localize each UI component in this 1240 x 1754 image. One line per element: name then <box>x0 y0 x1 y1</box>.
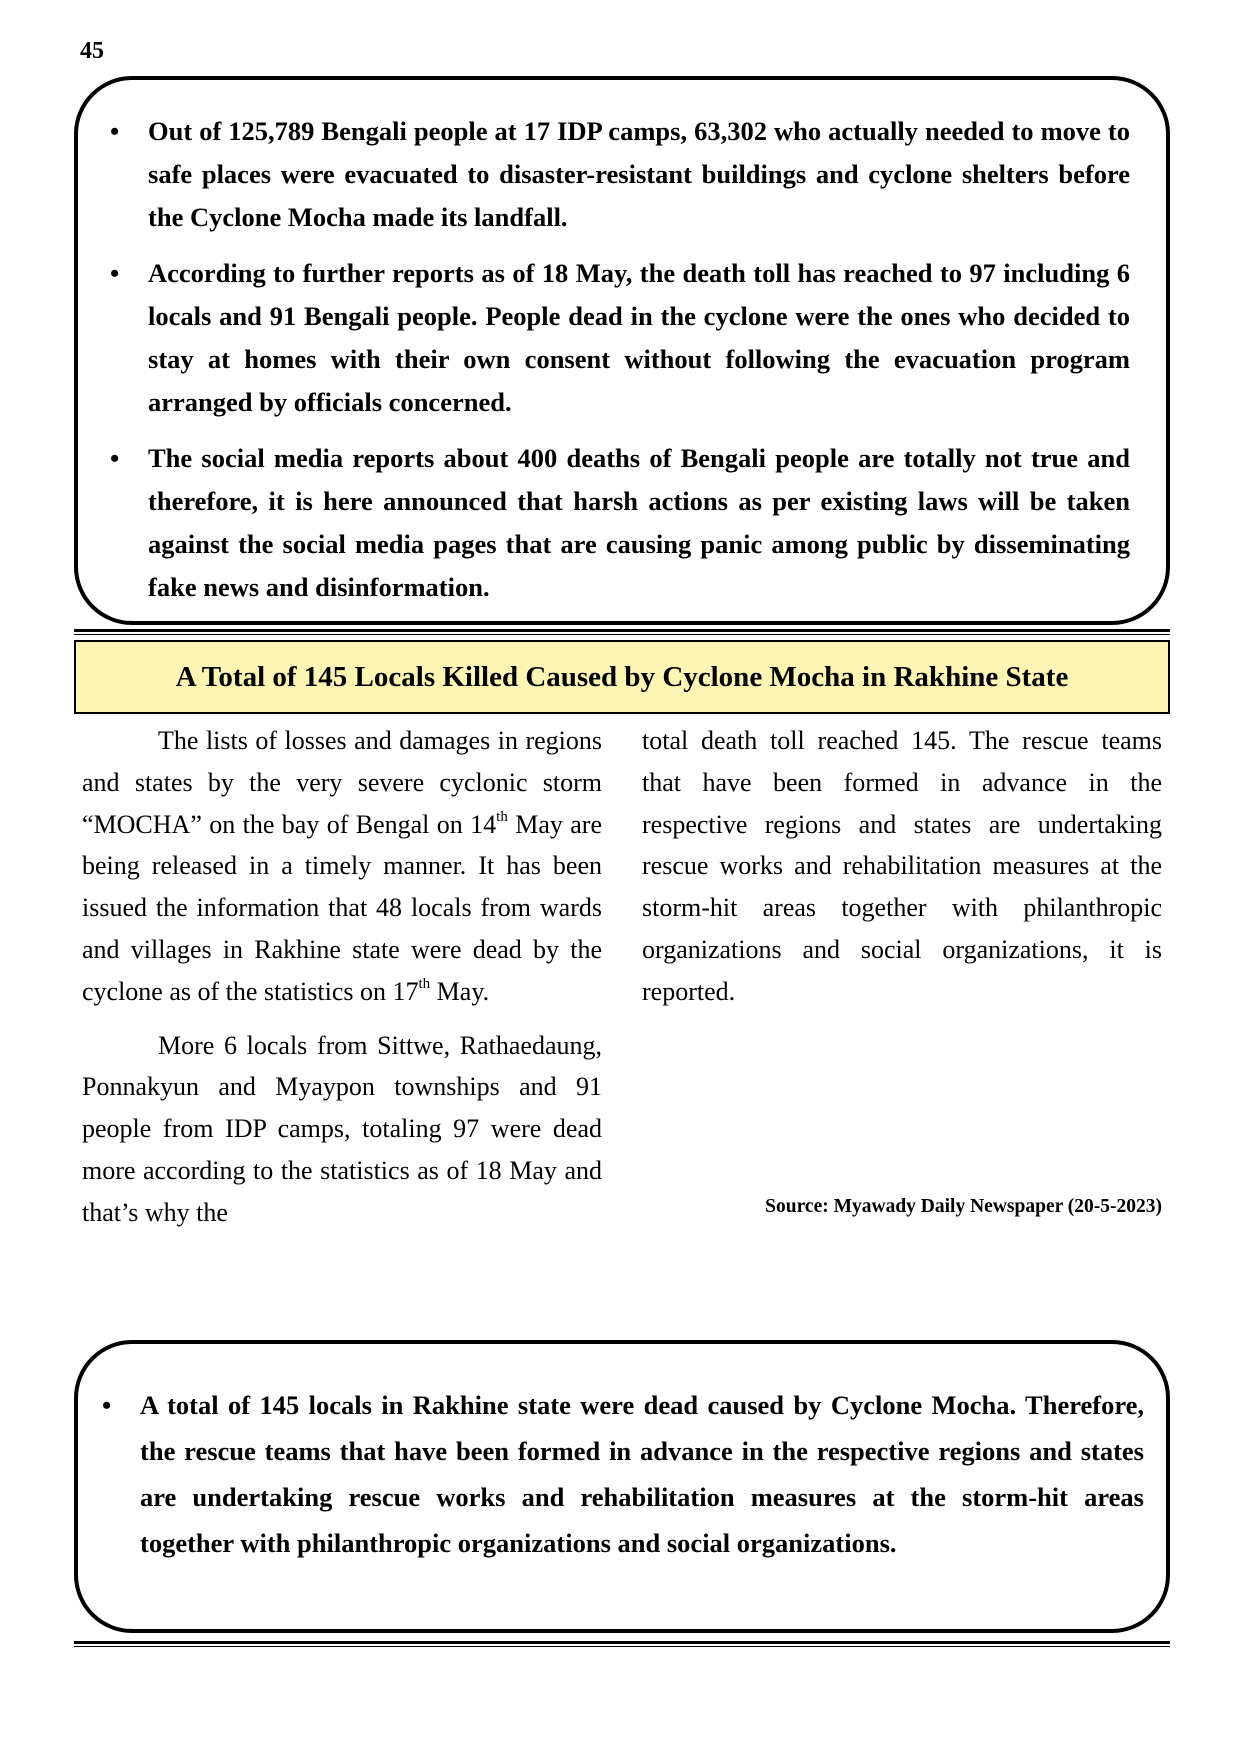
article-p1-text-a: The lists of losses and damages in regions and states by the very severe cyclonic storm “MOCHA” on the bay of Bengal on 14 <box>82 726 602 839</box>
ordinal-suffix: th <box>496 808 508 825</box>
article-paragraph-2-start: More 6 locals from Sittwe, Rathaedaung, Ponnakyun and Myaypon townships and 91 people from IDP camps, totaling 97 were dead more according to the statistics as of 18 May and that’s why the <box>82 1030 602 1227</box>
article-paragraph-2-continued: total death toll reached 145. The rescue teams that have been formed in advance in the respective regions and states are undertaking rescue works and rehabilitation measures at the storm-hit areas together with philanthropic organizations and social organizations, it is reported. <box>642 726 1162 1006</box>
summary-bullet-death-toll: • According to further reports as of 18 May, the death toll has reached to 97 including 6 locals and 91 Bengali people. People dead in the cyclone were the ones who decided to stay at homes with their own consent without following the evacuation program arranged by officials concerned. <box>108 252 1130 424</box>
footer-rule <box>74 1641 1170 1644</box>
divider-rule <box>74 629 1170 632</box>
article-paragraph-1 <box>82 720 602 1013</box>
article-column-left <box>82 720 602 1246</box>
summary-box-bottom <box>74 1340 1170 1633</box>
footer-rule-thin <box>74 1646 1170 1647</box>
article-column-right <box>642 720 1162 1025</box>
article-headline: A Total of 145 Locals Killed Caused by Cyclone Mocha in Rakhine State <box>74 640 1170 714</box>
conclusion-bullet: • A total of 145 locals in Rakhine state were dead caused by Cyclone Mocha. Therefore, the rescue teams that have been formed in advance in the respective regions and states are undertaking rescue works and rehabilitation measures at the storm-hit areas together with philanthropic organizations and social organizations. <box>100 1382 1144 1566</box>
conclusion-bullet-list <box>100 1382 1144 1566</box>
summary-box-top <box>74 76 1170 625</box>
ordinal-suffix: th <box>418 976 431 993</box>
summary-bullet-social-media: • The social media reports about 400 deaths of Bengali people are totally not true and therefore, it is here announced that harsh actions as per existing laws will be taken against the social media pages that are causing panic among public by disseminating fake news and disinformation. <box>108 437 1130 609</box>
divider-rule-thin <box>74 634 1170 635</box>
page-number: 45 <box>80 38 104 64</box>
article-p1-text-b: May are being released in a timely manner. It has been issued the information that 48 locals from wards and villages in Rakhine state were dead by the cyclone as of the statistics on 17 <box>82 809 602 1006</box>
summary-bullet-evacuation: • Out of 125,789 Bengali people at 17 IDP camps, 63,302 who actually needed to move to safe places were evacuated to disaster-resistant buildings and cyclone shelters before the Cyclone Mocha made its landfall. <box>108 110 1130 239</box>
summary-bullet-list <box>108 110 1130 609</box>
article-source: Source: Myawady Daily Newspaper (20-5-2023) <box>765 1196 1162 1217</box>
article-p1-text-c: May. <box>430 976 490 1006</box>
